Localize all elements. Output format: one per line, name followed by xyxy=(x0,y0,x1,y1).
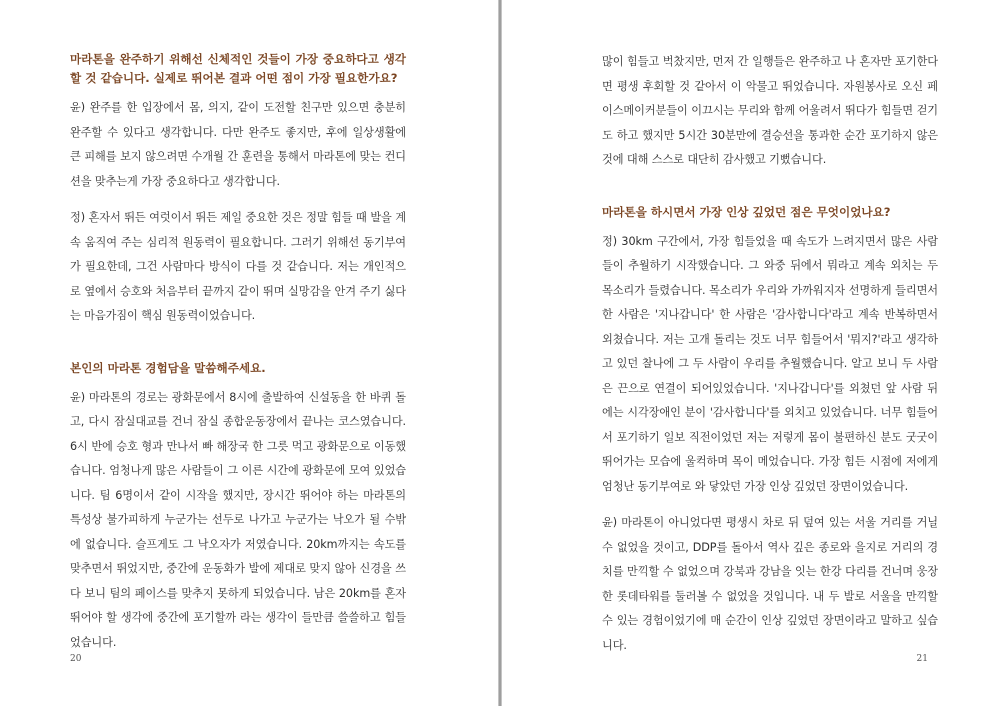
right-page xyxy=(502,0,1000,706)
section-spacer xyxy=(602,185,938,203)
answer-paragraph: 정) 혼자서 뛰든 여럿이서 뛰든 제일 중요한 것은 정말 힘들 때 발을 계속 움직여 주는 심리적 원동력이 필요합니다. 그러기 위해선 동기부여가 필요한데, 그건 사람마다 방식이 다를 것 같습니다. 저는 개인적으로 옆에서 승호와 처음부터 끝까지 같이 뛰며 실망감을 안겨 주기 싫다는 마음가짐이 핵심 원동력이었습니다. xyxy=(70,211,406,322)
left-page xyxy=(0,0,498,706)
answer-paragraph: 정) 30km 구간에서, 가장 힘들었을 때 속도가 느려지면서 많은 사람들이 추월하기 시작했습니다. 그 와중 뒤에서 뭐라고 계속 외치는 두 목소리가 들렸습니다. 목소리가 우리와 가까워지자 선명하게 들리면서 한 사람은 '지나갑니다' 한 사람은 '감사합니다'라고 계속 반복하면서 외쳤습니다. 저는 고개 돌리는 것도 너무 힘들어서 '뭐지?'라고 생각하고 있던 찰나에 그 두 사람이 우리를 추월했습니다. 알고 보니 두 사람은 끈으로 연결이 되어있었습니다. '지나갑니다'를 외쳤던 앞 사람 뒤에는 시각장애인 분이 '감사합니다'를 외치고 있었습니다. 너무 힘들어서 포기하기 일보 직전이었던 저는 저렇게 몸이 불편하신 분도 굿굿이 뛰어가는 모습에 울컥하며 목이 메었습니다. 가장 힘든 시점에 저에게 엄청난 동기부여로 와 닿았던 가장 인상 깊었던 장면이었습니다. xyxy=(602,234,938,493)
answer-paragraph: 많이 힘들고 벅찼지만, 먼저 간 일행들은 완주하고 나 혼자만 포기한다면 평생 후회할 것 같아서 이 악물고 뛰었습니다. 자원봉사로 오신 페이스메이커분들이 이끄시는 무리와 함께 어울려서 뛰다가 힘들면 걷기도 하고 했지만 5시간 30분만에 결승선을 통과한 순간 포기하지 않은 것에 대해 스스로 대단히 감사했고 기뻤습니다. xyxy=(602,55,938,166)
page-number: 21 xyxy=(916,654,928,664)
section-spacer xyxy=(70,341,406,359)
question-heading: 본인의 마라톤 경험담을 말씀해주세요. xyxy=(70,360,266,375)
answer-paragraph: 윤) 마라톤이 아니었다면 평생시 차로 뒤 덮여 있는 서울 거리를 거닐 수 없었을 것이고, DDP를 돌아서 역사 깊은 종로와 을지로 거리의 경치를 만끽할 수 없었으며 강북과 강남을 잇는 한강 다리를 건너며 웅장한 롯데타워를 둘러볼 수 없었을 것입니다. 내 두 발로 서울을 만끽할 수 있는 경험이었기에 매 순간이 인상 깊었던 장면이라고 말하고 싶습니다. xyxy=(602,516,938,652)
right-page-content xyxy=(602,50,938,670)
page-number: 20 xyxy=(70,654,82,664)
answer-paragraph: 윤) 완주를 한 입장에서 몸, 의지, 같이 도전할 친구만 있으면 충분히 완주할 수 있다고 생각합니다. 다만 완주도 좋지만, 후에 일상생활에 큰 피해를 보지 않으려면 수개월 간 훈련을 통해서 마라톤에 맞는 컨디션을 맞추는게 가장 중요하다고 생각합니다. xyxy=(70,101,406,188)
answer-paragraph: 윤) 마라톤의 경로는 광화문에서 8시에 출발하여 신설동을 한 바퀴 돌고, 다시 잠실대교를 건너 잠실 종합운동장에서 끝나는 코스였습니다. 6시 반에 승호 형과 만나서 빠 해장국 한 그릇 먹고 광화문으로 이동했습니다. 엄청나게 많은 사람들이 그 이른 시간에 광화문에 모여 있었습니다. 팀 6명이서 같이 시작을 했지만, 장시간 뛰어야 하는 마라톤의 특성상 불가피하게 누군가는 선두로 나가고 누군가는 낙오가 될 수밖에 없습니다. 슬프게도 그 낙오자가 저였습니다. 20km까지는 속도를 맞추면서 뛰었지만, 중간에 운동화가 발에 제대로 맞지 않아 신경을 쓰다 보니 팀의 페이스를 맞추지 못하게 되었습니다. 남은 20km를 혼자 뛰어야 할 생각에 중간에 포기할까 라는 생각이 들만큼 쓸쓸하고 힘들었습니다. xyxy=(70,390,406,649)
question-heading: 마라톤을 하시면서 가장 인상 깊었던 점은 무엇이었나요? xyxy=(602,204,891,219)
question-heading: 마라톤을 완주하기 위해선 신체적인 것들이 가장 중요하다고 생각할 것 같습니다. 실제로 뛰어본 결과 어떤 점이 가장 필요한가요? xyxy=(70,52,406,85)
left-page-content xyxy=(70,50,406,667)
